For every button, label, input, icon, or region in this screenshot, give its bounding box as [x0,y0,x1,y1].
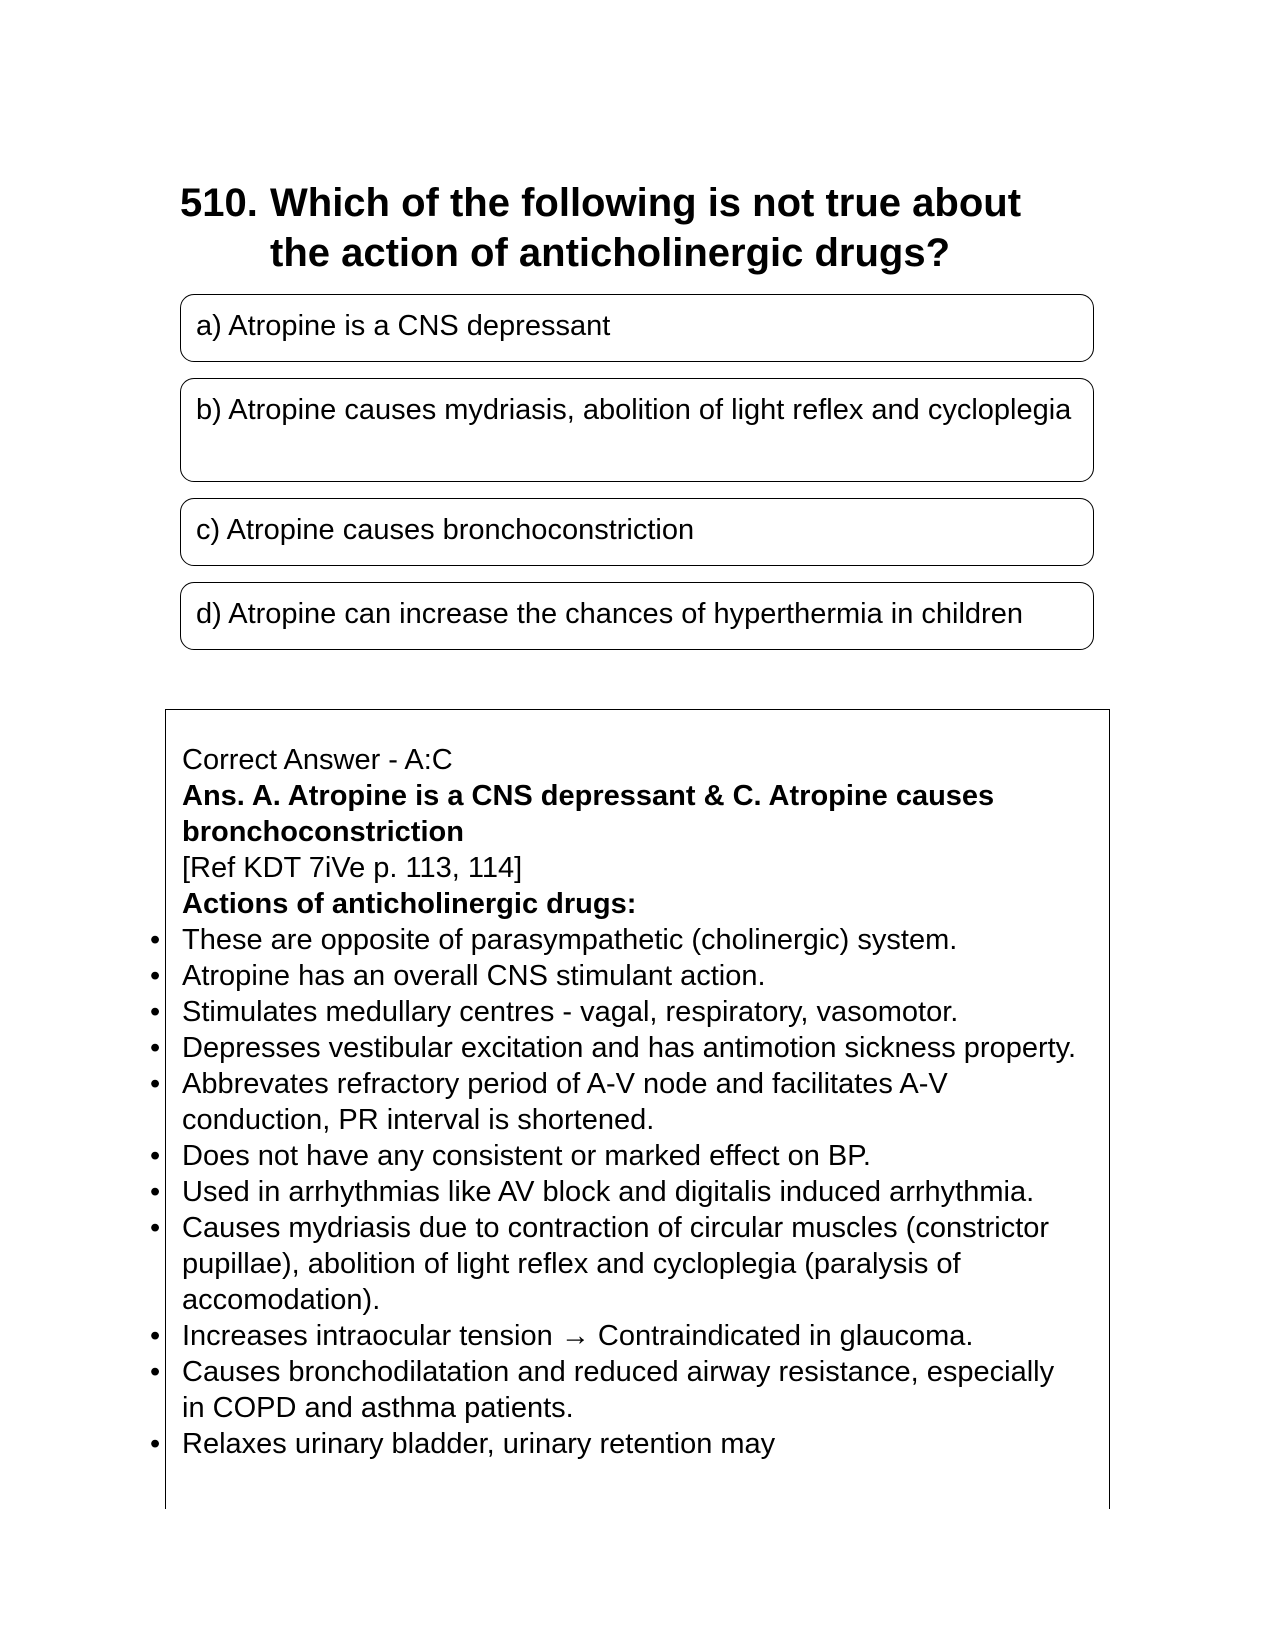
answer-content [182,742,1082,1462]
list-item: • Relaxes urinary bladder, urinary retention may [182,1426,1082,1462]
list-item: • Causes mydriasis due to contraction of circular muscles (constrictor pupillae), abolition of light reflex and cycloplegia (paralysis of accomodation). [182,1210,1082,1318]
list-item: • Used in arrhythmias like AV block and digitalis induced arrhythmia. [182,1174,1082,1210]
option-b-content [196,392,1079,428]
option-c[interactable] [180,498,1094,566]
option-d-label: d) [196,598,229,630]
option-a[interactable] [180,294,1094,362]
option-b-text: Atropine causes mydriasis, abolition of light reflex and cycloplegia [228,394,1072,426]
list-item: • These are opposite of parasympathetic (cholinergic) system. [182,922,1082,958]
reference: [Ref KDT 7iVe p. 113, 114] [182,852,523,884]
question-text: Which of the following is not true about the action of anticholinergic drugs? [270,181,1022,275]
answer-box [165,709,1110,1509]
list-item: • Stimulates medullary centres - vagal, respiratory, vasomotor. [182,994,1082,1030]
option-d-text: Atropine can increase the chances of hyperthermia in children [228,598,1023,630]
option-c-content [196,512,1079,548]
option-d-content [196,596,1079,632]
option-d[interactable] [180,582,1094,650]
correct-answer: Correct Answer - A:C [182,744,453,776]
option-b[interactable] [180,378,1094,482]
option-a-label: a) [196,310,229,342]
list-item: • Causes bronchodilatation and reduced airway resistance, especially in COPD and asthma patients. [182,1354,1082,1426]
option-c-text: Atropine causes bronchoconstriction [226,514,695,546]
actions-list [182,922,1082,1462]
question-number: 510. [180,181,258,225]
list-item: • Does not have any consistent or marked effect on BP. [182,1138,1082,1174]
option-a-content [196,308,1079,344]
list-item: • Depresses vestibular excitation and has antimotion sickness property. [182,1030,1082,1066]
actions-heading: Actions of anticholinergic drugs: [182,888,637,920]
list-item: • Abbrevates refractory period of A-V node and facilitates A-V conduction, PR interval is shortened. [182,1066,1082,1138]
list-item: • Increases intraocular tension → Contraindicated in glaucoma. [182,1318,1082,1354]
option-c-label: c) [196,514,227,546]
option-a-text: Atropine is a CNS depressant [228,310,611,342]
answer-explanation: Ans. A. Atropine is a CNS depressant & C. Atropine causes bronchoconstriction [182,780,995,848]
list-item: • Atropine has an overall CNS stimulant action. [182,958,1082,994]
option-b-label: b) [196,394,229,426]
